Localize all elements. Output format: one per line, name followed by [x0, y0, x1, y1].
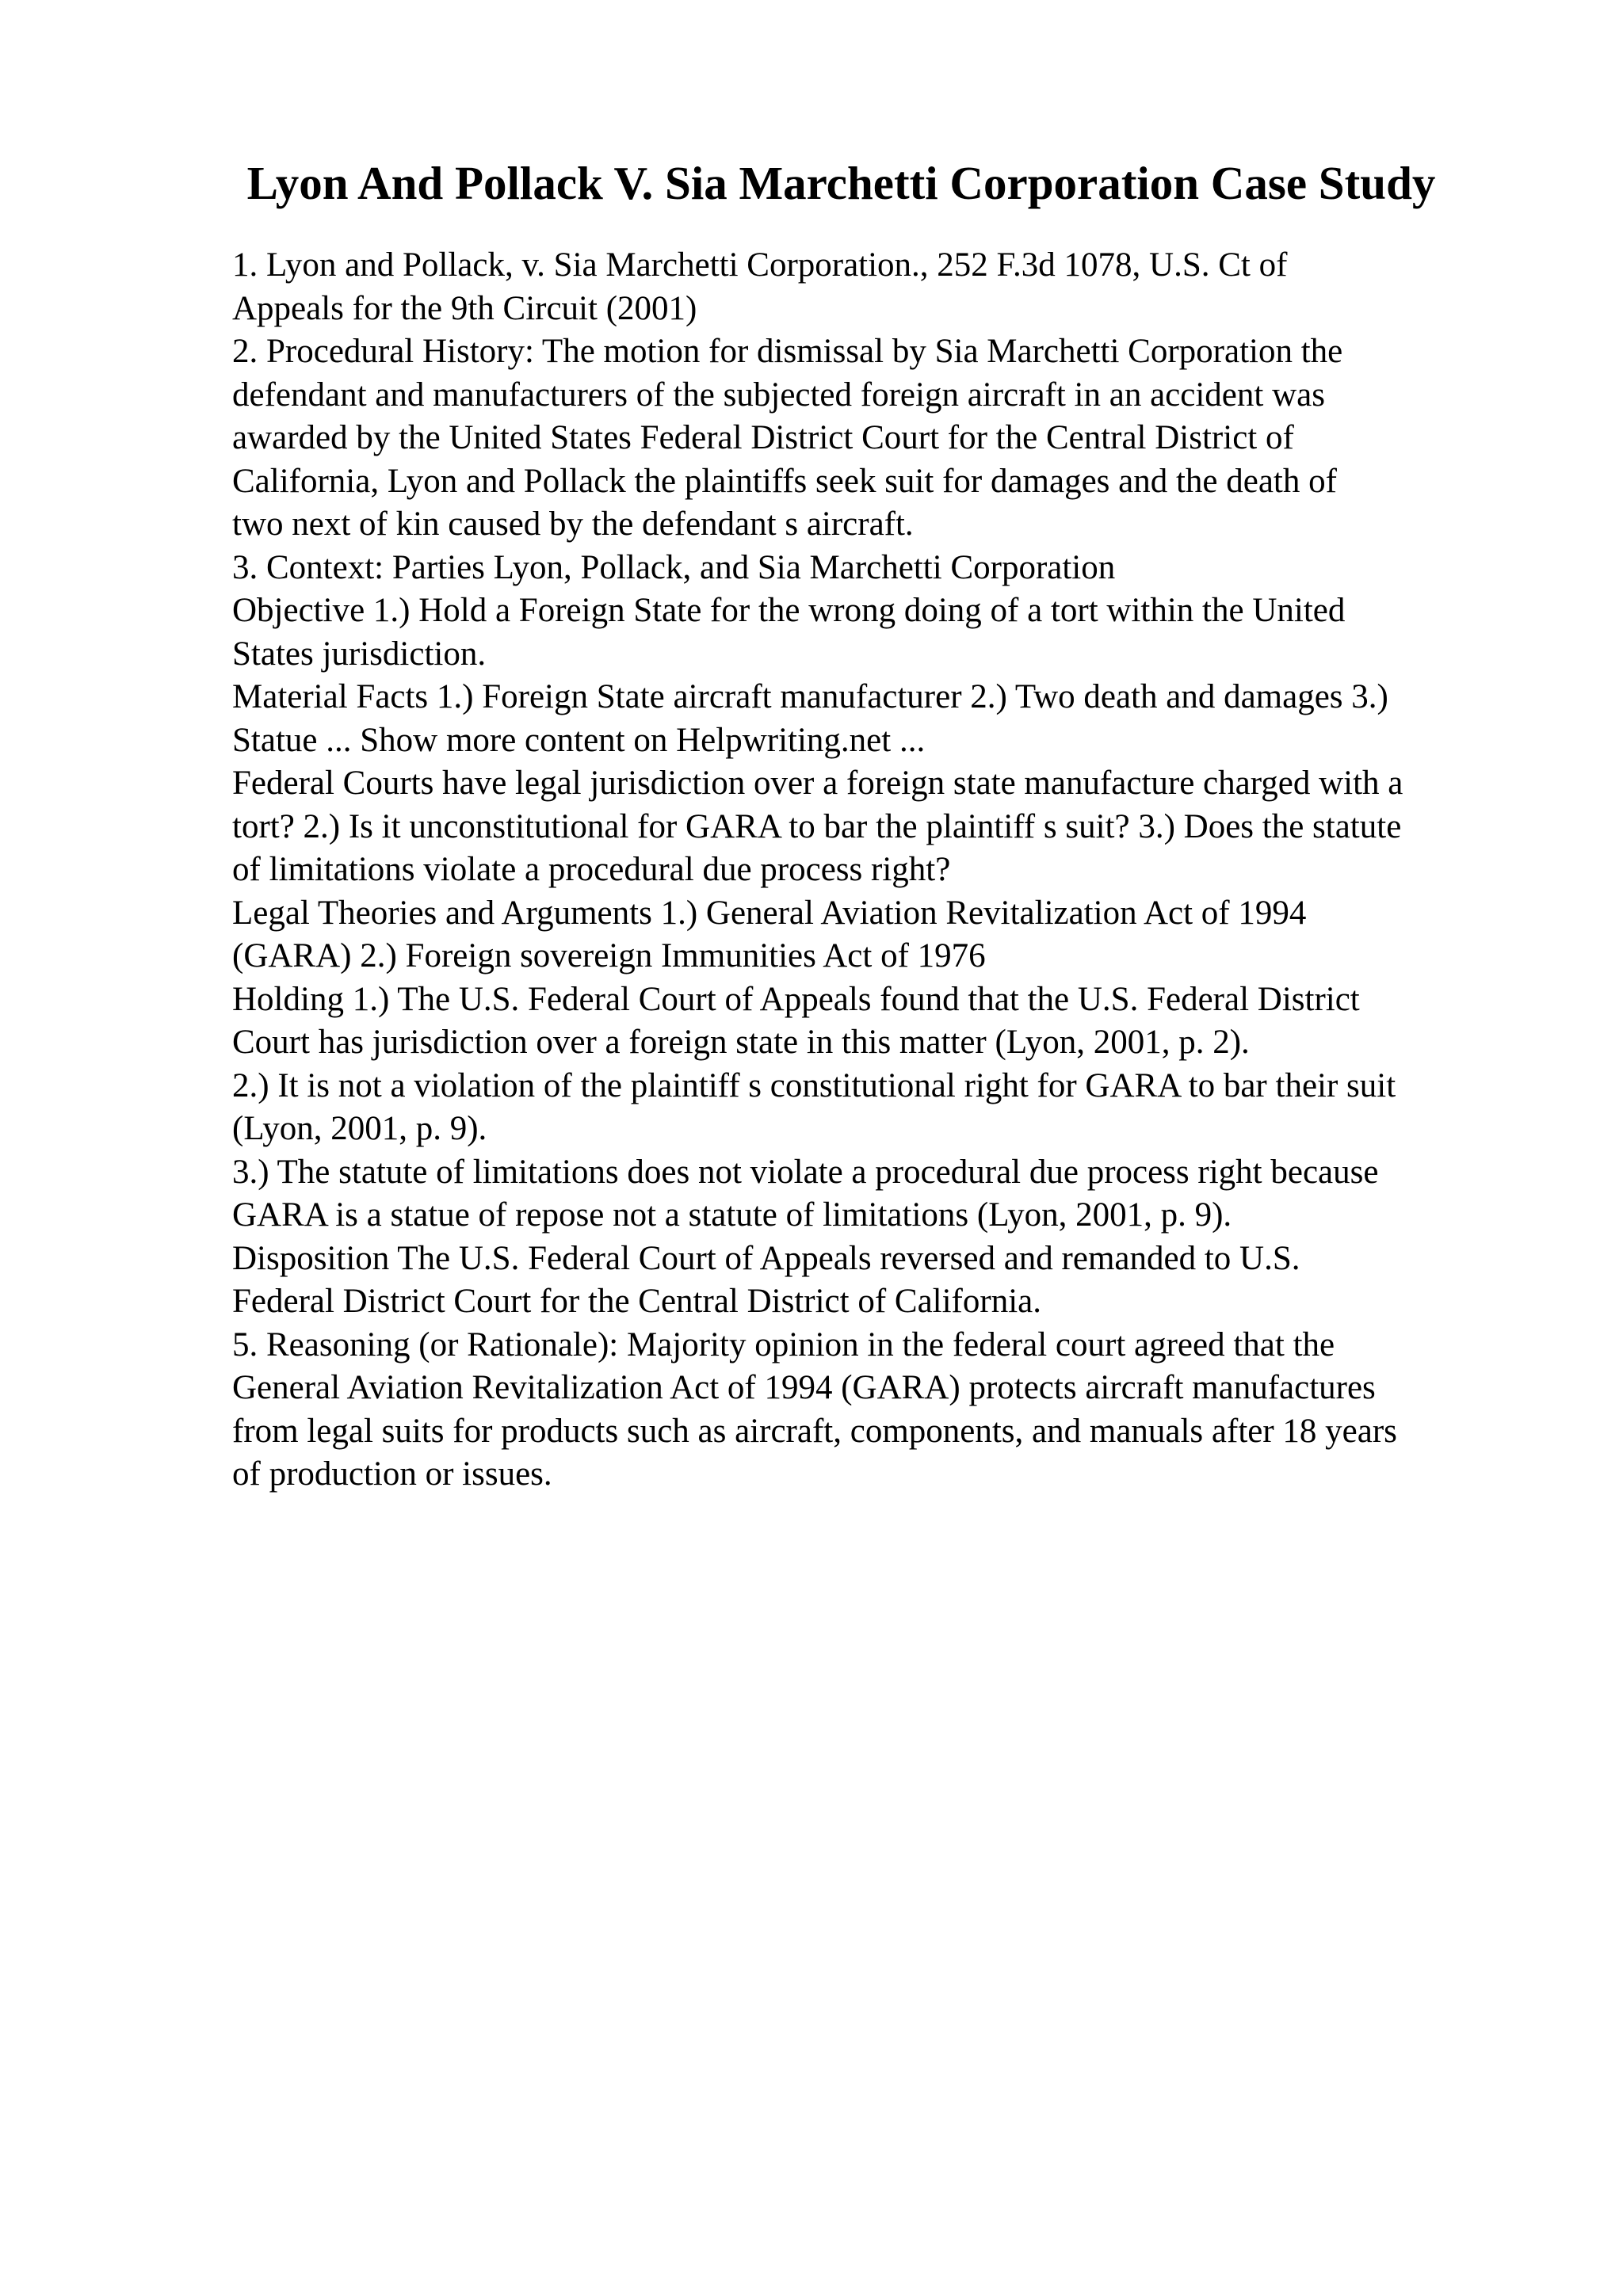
body-line: Holding 1.) The U.S. Federal Court of Appeals found that the U.S. Federal District [232, 980, 1360, 1018]
body-line: awarded by the United States Federal District Court for the Central District of [232, 419, 1294, 456]
body-line: Appeals for the 9th Circuit (2001) [232, 289, 697, 327]
document-title: Lyon And Pollack V. Sia Marchetti Corporation Case Study [246, 157, 1436, 209]
body-line: of limitations violate a procedural due process right? [232, 851, 951, 888]
body-line: Objective 1.) Hold a Foreign State for the wrong doing of a tort within the United [232, 592, 1346, 629]
body-line: defendant and manufacturers of the subjected foreign aircraft in an accident was [232, 376, 1325, 414]
body-line: 5. Reasoning (or Rationale): Majority opinion in the federal court agreed that the [232, 1325, 1335, 1363]
body-line: Disposition The U.S. Federal Court of Appeals reversed and remanded to U.S. [232, 1239, 1300, 1277]
body-line: GARA is a statue of repose not a statute of limitations (Lyon, 2001, p. 9). [232, 1196, 1232, 1234]
body-line: 3. Context: Parties Lyon, Pollack, and Sia Marchetti Corporation [232, 548, 1116, 586]
body-line: Federal Courts have legal jurisdiction over a foreign state manufacture charged with a [232, 765, 1403, 802]
body-line: California, Lyon and Pollack the plaintiffs seek suit for damages and the death of [232, 462, 1337, 500]
document-body [232, 244, 1532, 1497]
body-line: Legal Theories and Arguments 1.) General Aviation Revitalization Act of 1994 [232, 894, 1307, 932]
body-line: General Aviation Revitalization Act of 1994 (GARA) protects aircraft manufactures [232, 1369, 1376, 1406]
body-line: (Lyon, 2001, p. 9). [232, 1110, 487, 1147]
body-line: Court has jurisdiction over a foreign state in this matter (Lyon, 2001, p. 2). [232, 1024, 1250, 1061]
body-line: Federal District Court for the Central District of California. [232, 1283, 1041, 1320]
body-line: 3.) The statute of limitations does not violate a procedural due process right because [232, 1153, 1379, 1191]
body-line: States jurisdiction. [232, 635, 487, 673]
body-line: tort? 2.) Is it unconstitutional for GARA to bar the plaintiff s suit? 3.) Does the statute [232, 807, 1402, 845]
body-line: Material Facts 1.) Foreign State aircraft manufacturer 2.) Two death and damages 3.) [232, 678, 1388, 715]
body-line: Statue ... Show more content on Helpwriting.net ... [232, 721, 926, 759]
body-line: (GARA) 2.) Foreign sovereign Immunities Act of 1976 [232, 937, 986, 974]
body-line: 2.) It is not a violation of the plaintiff s constitutional right for GARA to bar their suit [232, 1066, 1396, 1104]
body-line: 1. Lyon and Pollack, v. Sia Marchetti Corporation., 252 F.3d 1078, U.S. Ct of [232, 246, 1288, 284]
body-line: two next of kin caused by the defendant s aircraft. [232, 505, 914, 543]
body-line: from legal suits for products such as aircraft, components, and manuals after 18 years [232, 1412, 1397, 1450]
body-line: 2. Procedural History: The motion for dismissal by Sia Marchetti Corporation the [232, 333, 1343, 370]
body-line: of production or issues. [232, 1455, 552, 1493]
